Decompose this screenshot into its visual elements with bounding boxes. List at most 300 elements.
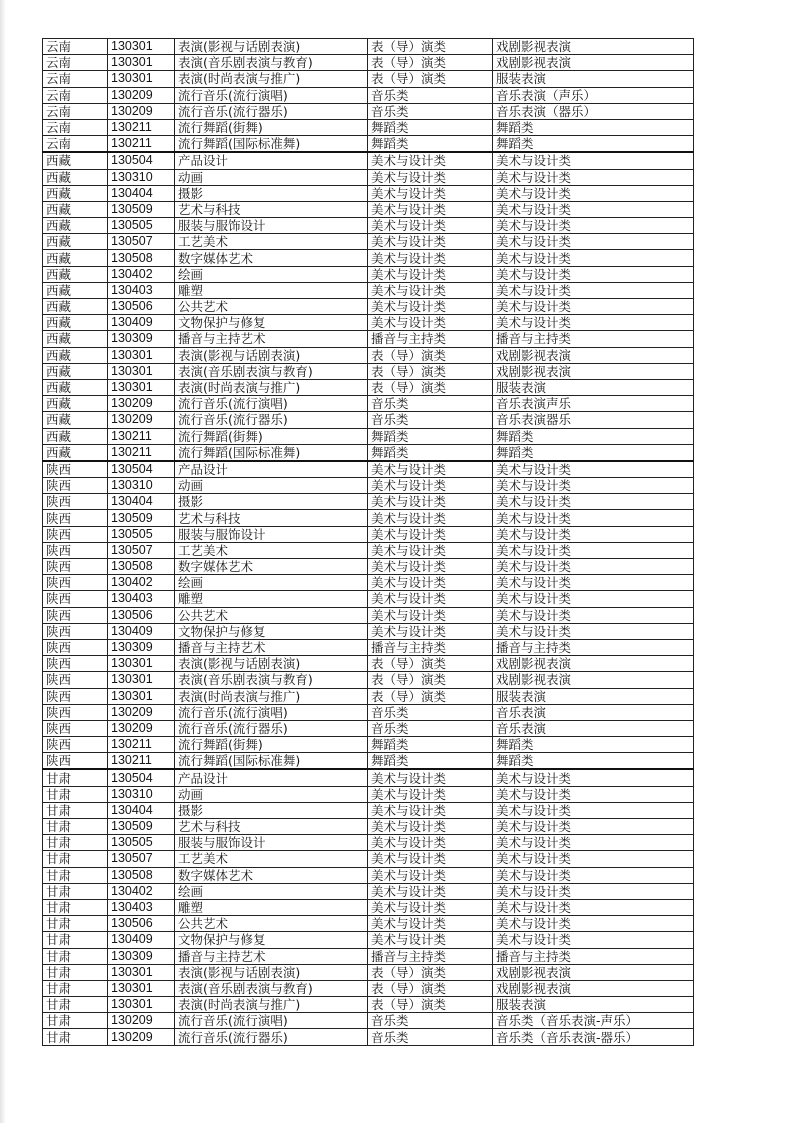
exam-category-cell: 美术与设计类 — [493, 575, 694, 591]
major-cell: 动画 — [175, 169, 368, 185]
province-cell: 西藏 — [43, 315, 108, 331]
category-cell: 音乐类 — [368, 704, 493, 720]
major-cell: 播音与主持艺术 — [175, 639, 368, 655]
major-cell: 工艺美术 — [175, 542, 368, 558]
exam-category-cell: 戏剧影视表演 — [493, 55, 694, 71]
category-cell: 表（导）演类 — [368, 964, 493, 980]
category-cell: 音乐类 — [368, 720, 493, 736]
table-row — [43, 55, 694, 71]
province-cell: 云南 — [43, 119, 108, 135]
category-cell: 舞蹈类 — [368, 119, 493, 135]
province-cell: 陕西 — [43, 753, 108, 770]
category-cell: 表（导）演类 — [368, 55, 493, 71]
code-cell: 130309 — [108, 331, 175, 347]
category-cell: 表（导）演类 — [368, 688, 493, 704]
exam-category-cell: 美术与设计类 — [493, 201, 694, 217]
province-cell: 云南 — [43, 136, 108, 153]
province-cell: 甘肃 — [43, 948, 108, 964]
exam-category-cell: 美术与设计类 — [493, 461, 694, 478]
code-cell: 130209 — [108, 1029, 175, 1045]
table-row — [43, 559, 694, 575]
table-row — [43, 769, 694, 786]
table-row — [43, 932, 694, 948]
category-cell: 美术与设计类 — [368, 510, 493, 526]
major-cell: 绘画 — [175, 266, 368, 282]
exam-category-cell: 服装表演 — [493, 997, 694, 1013]
category-cell: 表（导）演类 — [368, 997, 493, 1013]
major-cell: 表演(音乐剧表演与教育) — [175, 363, 368, 379]
category-cell: 美术与设计类 — [368, 802, 493, 818]
category-cell: 音乐类 — [368, 1029, 493, 1045]
province-cell: 西藏 — [43, 218, 108, 234]
exam-category-cell: 美术与设计类 — [493, 835, 694, 851]
table-row — [43, 720, 694, 736]
code-cell: 130209 — [108, 720, 175, 736]
exam-category-cell: 舞蹈类 — [493, 136, 694, 153]
table-row — [43, 704, 694, 720]
major-cell: 表演(音乐剧表演与教育) — [175, 55, 368, 71]
major-cell: 动画 — [175, 786, 368, 802]
code-cell: 130507 — [108, 542, 175, 558]
code-cell: 130507 — [108, 851, 175, 867]
table-row — [43, 234, 694, 250]
category-cell: 播音与主持类 — [368, 948, 493, 964]
table-row — [43, 851, 694, 867]
province-cell: 陕西 — [43, 542, 108, 558]
code-cell: 130301 — [108, 71, 175, 87]
category-cell: 舞蹈类 — [368, 444, 493, 461]
table-row — [43, 444, 694, 461]
exam-category-cell: 美术与设计类 — [493, 250, 694, 266]
province-cell: 云南 — [43, 103, 108, 119]
major-cell: 表演(影视与话剧表演) — [175, 656, 368, 672]
table-row — [43, 218, 694, 234]
table-row — [43, 737, 694, 753]
major-cell: 艺术与科技 — [175, 510, 368, 526]
table-row — [43, 478, 694, 494]
province-cell: 甘肃 — [43, 964, 108, 980]
province-cell: 西藏 — [43, 185, 108, 201]
major-cell: 表演(时尚表演与推广) — [175, 688, 368, 704]
code-cell: 130402 — [108, 883, 175, 899]
code-cell: 130506 — [108, 607, 175, 623]
code-cell: 130301 — [108, 656, 175, 672]
category-cell: 美术与设计类 — [368, 234, 493, 250]
major-category-table — [42, 38, 694, 1046]
exam-category-cell: 播音与主持类 — [493, 331, 694, 347]
code-cell: 130209 — [108, 87, 175, 103]
major-cell: 表演(影视与话剧表演) — [175, 964, 368, 980]
exam-category-cell: 音乐表演器乐 — [493, 412, 694, 428]
major-cell: 雕塑 — [175, 282, 368, 298]
category-cell: 美术与设计类 — [368, 201, 493, 217]
exam-category-cell: 播音与主持类 — [493, 948, 694, 964]
table-row — [43, 428, 694, 444]
exam-category-cell: 音乐类（音乐表演-声乐） — [493, 1013, 694, 1029]
code-cell: 130301 — [108, 39, 175, 55]
category-cell: 美术与设计类 — [368, 169, 493, 185]
exam-category-cell: 舞蹈类 — [493, 737, 694, 753]
major-cell: 数字媒体艺术 — [175, 867, 368, 883]
major-cell: 播音与主持艺术 — [175, 948, 368, 964]
category-cell: 美术与设计类 — [368, 461, 493, 478]
province-cell: 西藏 — [43, 250, 108, 266]
category-cell: 音乐类 — [368, 87, 493, 103]
major-cell: 产品设计 — [175, 461, 368, 478]
category-cell: 舞蹈类 — [368, 428, 493, 444]
category-cell: 舞蹈类 — [368, 737, 493, 753]
major-cell: 产品设计 — [175, 769, 368, 786]
table-row — [43, 87, 694, 103]
exam-category-cell: 戏剧影视表演 — [493, 980, 694, 996]
major-cell: 表演(影视与话剧表演) — [175, 347, 368, 363]
code-cell: 130301 — [108, 980, 175, 996]
province-cell: 陕西 — [43, 494, 108, 510]
exam-category-cell: 美术与设计类 — [493, 559, 694, 575]
category-cell: 播音与主持类 — [368, 331, 493, 347]
province-cell: 云南 — [43, 87, 108, 103]
code-cell: 130209 — [108, 396, 175, 412]
table-row — [43, 266, 694, 282]
category-cell: 美术与设计类 — [368, 623, 493, 639]
table-row — [43, 250, 694, 266]
exam-category-cell: 美术与设计类 — [493, 234, 694, 250]
code-cell: 130211 — [108, 444, 175, 461]
exam-category-cell: 美术与设计类 — [493, 883, 694, 899]
code-cell: 130310 — [108, 786, 175, 802]
code-cell: 130404 — [108, 802, 175, 818]
exam-category-cell: 美术与设计类 — [493, 169, 694, 185]
code-cell: 130209 — [108, 103, 175, 119]
major-cell: 摄影 — [175, 185, 368, 201]
code-cell: 130310 — [108, 478, 175, 494]
exam-category-cell: 美术与设计类 — [493, 932, 694, 948]
category-cell: 美术与设计类 — [368, 819, 493, 835]
major-cell: 流行舞蹈(国际标准舞) — [175, 444, 368, 461]
major-cell: 表演(影视与话剧表演) — [175, 39, 368, 55]
exam-category-cell: 美术与设计类 — [493, 819, 694, 835]
province-cell: 陕西 — [43, 656, 108, 672]
category-cell: 美术与设计类 — [368, 591, 493, 607]
exam-category-cell: 美术与设计类 — [493, 494, 694, 510]
major-cell: 表演(音乐剧表演与教育) — [175, 980, 368, 996]
major-cell: 流行音乐(流行器乐) — [175, 103, 368, 119]
major-cell: 流行音乐(流行器乐) — [175, 412, 368, 428]
table-row — [43, 688, 694, 704]
table-row — [43, 396, 694, 412]
exam-category-cell: 戏剧影视表演 — [493, 656, 694, 672]
province-cell: 陕西 — [43, 688, 108, 704]
table-row — [43, 639, 694, 655]
province-cell: 甘肃 — [43, 1029, 108, 1045]
code-cell: 130409 — [108, 315, 175, 331]
province-cell: 西藏 — [43, 152, 108, 169]
category-cell: 表（导）演类 — [368, 656, 493, 672]
major-cell: 公共艺术 — [175, 916, 368, 932]
major-cell: 艺术与科技 — [175, 819, 368, 835]
exam-category-cell: 美术与设计类 — [493, 591, 694, 607]
province-cell: 甘肃 — [43, 867, 108, 883]
code-cell: 130403 — [108, 282, 175, 298]
exam-category-cell: 舞蹈类 — [493, 428, 694, 444]
major-cell: 产品设计 — [175, 152, 368, 169]
category-cell: 舞蹈类 — [368, 753, 493, 770]
major-cell: 流行舞蹈(国际标准舞) — [175, 136, 368, 153]
major-cell: 流行音乐(流行演唱) — [175, 1013, 368, 1029]
major-cell: 流行舞蹈(街舞) — [175, 119, 368, 135]
major-cell: 摄影 — [175, 494, 368, 510]
province-cell: 陕西 — [43, 720, 108, 736]
table-row — [43, 786, 694, 802]
category-cell: 美术与设计类 — [368, 250, 493, 266]
code-cell: 130509 — [108, 510, 175, 526]
category-cell: 美术与设计类 — [368, 899, 493, 915]
major-cell: 艺术与科技 — [175, 201, 368, 217]
major-cell: 绘画 — [175, 575, 368, 591]
province-cell: 陕西 — [43, 575, 108, 591]
province-cell: 西藏 — [43, 299, 108, 315]
province-cell: 西藏 — [43, 234, 108, 250]
province-cell: 甘肃 — [43, 802, 108, 818]
category-cell: 播音与主持类 — [368, 639, 493, 655]
table-row — [43, 575, 694, 591]
table-row — [43, 802, 694, 818]
exam-category-cell: 美术与设计类 — [493, 851, 694, 867]
table-row — [43, 656, 694, 672]
category-cell: 美术与设计类 — [368, 883, 493, 899]
table-row — [43, 119, 694, 135]
major-cell: 文物保护与修复 — [175, 623, 368, 639]
table-row — [43, 867, 694, 883]
exam-category-cell: 服装表演 — [493, 71, 694, 87]
exam-category-cell: 音乐表演（器乐） — [493, 103, 694, 119]
table-row — [43, 152, 694, 169]
code-cell: 130403 — [108, 899, 175, 915]
code-cell: 130504 — [108, 461, 175, 478]
province-cell: 西藏 — [43, 266, 108, 282]
table-row — [43, 299, 694, 315]
province-cell: 陕西 — [43, 639, 108, 655]
table-row — [43, 1013, 694, 1029]
category-cell: 美术与设计类 — [368, 494, 493, 510]
province-cell: 陕西 — [43, 559, 108, 575]
code-cell: 130505 — [108, 835, 175, 851]
province-cell: 甘肃 — [43, 851, 108, 867]
exam-category-cell: 美术与设计类 — [493, 526, 694, 542]
province-cell: 西藏 — [43, 428, 108, 444]
category-cell: 表（导）演类 — [368, 347, 493, 363]
exam-category-cell: 美术与设计类 — [493, 299, 694, 315]
exam-category-cell: 播音与主持类 — [493, 639, 694, 655]
category-cell: 表（导）演类 — [368, 71, 493, 87]
category-cell: 美术与设计类 — [368, 526, 493, 542]
table-row — [43, 1029, 694, 1045]
major-cell: 流行舞蹈(国际标准舞) — [175, 753, 368, 770]
table-row — [43, 412, 694, 428]
code-cell: 130309 — [108, 948, 175, 964]
exam-category-cell: 舞蹈类 — [493, 444, 694, 461]
exam-category-cell: 美术与设计类 — [493, 218, 694, 234]
major-cell: 流行舞蹈(街舞) — [175, 737, 368, 753]
code-cell: 130409 — [108, 623, 175, 639]
exam-category-cell: 戏剧影视表演 — [493, 672, 694, 688]
major-cell: 文物保护与修复 — [175, 932, 368, 948]
province-cell: 甘肃 — [43, 1013, 108, 1029]
code-cell: 130506 — [108, 916, 175, 932]
code-cell: 130409 — [108, 932, 175, 948]
table-row — [43, 363, 694, 379]
exam-category-cell: 舞蹈类 — [493, 119, 694, 135]
code-cell: 130505 — [108, 218, 175, 234]
code-cell: 130211 — [108, 753, 175, 770]
category-cell: 表（导）演类 — [368, 980, 493, 996]
table-row — [43, 282, 694, 298]
category-cell: 表（导）演类 — [368, 363, 493, 379]
major-cell: 流行音乐(流行器乐) — [175, 1029, 368, 1045]
category-cell: 美术与设计类 — [368, 185, 493, 201]
major-cell: 播音与主持艺术 — [175, 331, 368, 347]
province-cell: 西藏 — [43, 282, 108, 298]
province-cell: 陕西 — [43, 672, 108, 688]
exam-category-cell: 音乐表演 — [493, 720, 694, 736]
province-cell: 西藏 — [43, 396, 108, 412]
category-cell: 美术与设计类 — [368, 916, 493, 932]
province-cell: 陕西 — [43, 607, 108, 623]
exam-category-cell: 戏剧影视表演 — [493, 363, 694, 379]
exam-category-cell: 美术与设计类 — [493, 315, 694, 331]
code-cell: 130404 — [108, 185, 175, 201]
table-row — [43, 672, 694, 688]
table-row — [43, 899, 694, 915]
exam-category-cell: 美术与设计类 — [493, 769, 694, 786]
province-cell: 西藏 — [43, 363, 108, 379]
code-cell: 130301 — [108, 363, 175, 379]
province-cell: 西藏 — [43, 379, 108, 395]
code-cell: 130508 — [108, 250, 175, 266]
table-row — [43, 542, 694, 558]
category-cell: 美术与设计类 — [368, 786, 493, 802]
code-cell: 130211 — [108, 737, 175, 753]
category-cell: 美术与设计类 — [368, 867, 493, 883]
table-row — [43, 71, 694, 87]
table-row — [43, 607, 694, 623]
major-cell: 文物保护与修复 — [175, 315, 368, 331]
category-cell: 美术与设计类 — [368, 559, 493, 575]
table-row — [43, 136, 694, 153]
province-cell: 西藏 — [43, 169, 108, 185]
code-cell: 130504 — [108, 152, 175, 169]
exam-category-cell: 美术与设计类 — [493, 623, 694, 639]
province-cell: 甘肃 — [43, 899, 108, 915]
category-cell: 美术与设计类 — [368, 932, 493, 948]
major-cell: 工艺美术 — [175, 851, 368, 867]
table-row — [43, 39, 694, 55]
category-cell: 美术与设计类 — [368, 769, 493, 786]
province-cell: 西藏 — [43, 444, 108, 461]
table-row — [43, 753, 694, 770]
category-cell: 美术与设计类 — [368, 218, 493, 234]
scan-edge-shadow — [0, 0, 6, 1123]
major-cell: 动画 — [175, 478, 368, 494]
province-cell: 陕西 — [43, 526, 108, 542]
table-row — [43, 980, 694, 996]
category-cell: 音乐类 — [368, 1013, 493, 1029]
code-cell: 130402 — [108, 575, 175, 591]
code-cell: 130211 — [108, 428, 175, 444]
province-cell: 西藏 — [43, 412, 108, 428]
code-cell: 130301 — [108, 55, 175, 71]
exam-category-cell: 音乐表演声乐 — [493, 396, 694, 412]
code-cell: 130507 — [108, 234, 175, 250]
category-cell: 美术与设计类 — [368, 851, 493, 867]
table-row — [43, 591, 694, 607]
major-cell: 工艺美术 — [175, 234, 368, 250]
province-cell: 甘肃 — [43, 769, 108, 786]
table-body — [43, 39, 694, 1046]
category-cell: 音乐类 — [368, 103, 493, 119]
code-cell: 130508 — [108, 559, 175, 575]
exam-category-cell: 美术与设计类 — [493, 899, 694, 915]
major-cell: 表演(音乐剧表演与教育) — [175, 672, 368, 688]
category-cell: 美术与设计类 — [368, 607, 493, 623]
province-cell: 甘肃 — [43, 835, 108, 851]
province-cell: 甘肃 — [43, 786, 108, 802]
table-row — [43, 103, 694, 119]
code-cell: 130509 — [108, 201, 175, 217]
major-cell: 流行舞蹈(街舞) — [175, 428, 368, 444]
category-cell: 音乐类 — [368, 412, 493, 428]
major-cell: 服装与服饰设计 — [175, 526, 368, 542]
code-cell: 130301 — [108, 997, 175, 1013]
code-cell: 130301 — [108, 379, 175, 395]
exam-category-cell: 美术与设计类 — [493, 152, 694, 169]
province-cell: 云南 — [43, 39, 108, 55]
exam-category-cell: 美术与设计类 — [493, 185, 694, 201]
province-cell: 甘肃 — [43, 883, 108, 899]
table-row — [43, 835, 694, 851]
code-cell: 130309 — [108, 639, 175, 655]
table-row — [43, 347, 694, 363]
code-cell: 130509 — [108, 819, 175, 835]
province-cell: 陕西 — [43, 461, 108, 478]
major-cell: 雕塑 — [175, 899, 368, 915]
category-cell: 美术与设计类 — [368, 542, 493, 558]
province-cell: 甘肃 — [43, 980, 108, 996]
exam-category-cell: 美术与设计类 — [493, 266, 694, 282]
code-cell: 130301 — [108, 672, 175, 688]
province-cell: 陕西 — [43, 510, 108, 526]
code-cell: 130403 — [108, 591, 175, 607]
category-cell: 舞蹈类 — [368, 136, 493, 153]
exam-category-cell: 美术与设计类 — [493, 510, 694, 526]
table-row — [43, 461, 694, 478]
category-cell: 表（导）演类 — [368, 39, 493, 55]
exam-category-cell: 戏剧影视表演 — [493, 39, 694, 55]
province-cell: 陕西 — [43, 704, 108, 720]
exam-category-cell: 服装表演 — [493, 379, 694, 395]
exam-category-cell: 美术与设计类 — [493, 542, 694, 558]
code-cell: 130209 — [108, 704, 175, 720]
exam-category-cell: 戏剧影视表演 — [493, 964, 694, 980]
category-cell: 表（导）演类 — [368, 379, 493, 395]
code-cell: 130402 — [108, 266, 175, 282]
major-cell: 服装与服饰设计 — [175, 218, 368, 234]
table-row — [43, 916, 694, 932]
table-row — [43, 997, 694, 1013]
code-cell: 130310 — [108, 169, 175, 185]
category-cell: 美术与设计类 — [368, 835, 493, 851]
province-cell: 甘肃 — [43, 819, 108, 835]
